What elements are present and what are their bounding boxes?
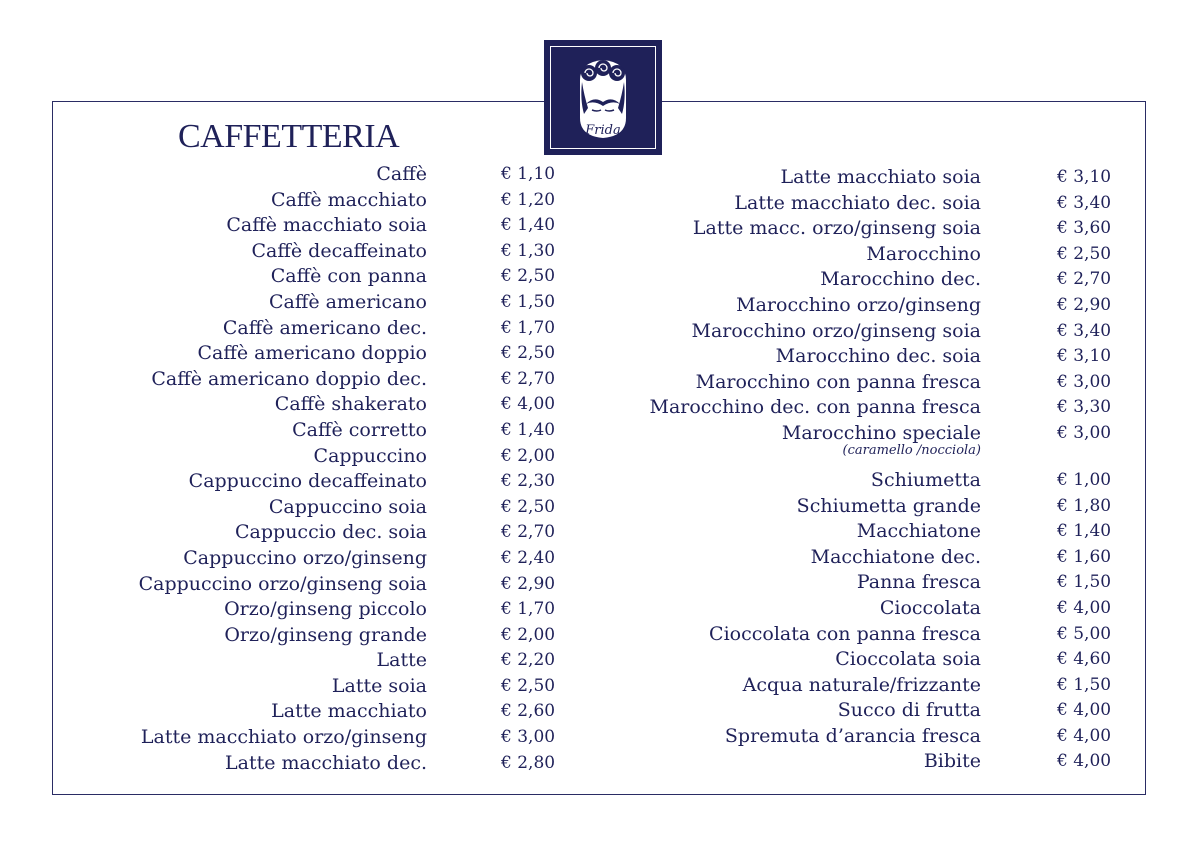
menu-item-price: € 2,50: [501, 343, 556, 364]
menu-item: [100, 623, 560, 649]
menu-item-price: € 1,50: [1057, 572, 1112, 593]
menu-item: [100, 597, 560, 623]
menu-item: [600, 570, 1110, 596]
menu-item-name: Caffè americano doppio dec.: [151, 367, 427, 390]
menu-item: [600, 622, 1110, 648]
menu-item-name: Caffè: [376, 163, 427, 185]
menu-item-price: € 3,60: [1057, 218, 1112, 239]
menu-item-price: € 3,40: [1057, 192, 1112, 213]
menu-item-price: € 1,70: [501, 599, 556, 620]
menu-item-price: € 3,00: [501, 727, 556, 748]
menu-item-price: € 1,50: [501, 291, 556, 312]
menu-item-name: Marocchino con panna fresca: [695, 370, 981, 393]
menu-item: [600, 647, 1110, 673]
menu-item-name: Cappuccino orzo/ginseng: [183, 546, 427, 569]
menu-item-price: € 2,00: [501, 445, 556, 466]
menu-item-price: € 4,00: [1057, 725, 1112, 746]
menu-item-name: Spremuta d’arancia fresca: [724, 724, 981, 747]
menu-item-price: € 2,50: [501, 496, 556, 517]
menu-item: [100, 572, 560, 598]
menu-item-name: Marocchino dec. soia: [775, 345, 981, 368]
frida-logo: [544, 40, 662, 155]
menu-item: [100, 316, 560, 342]
menu-item-name: Cappuccino soia: [268, 495, 427, 518]
menu-item: [100, 469, 560, 495]
menu-item-price: € 2,70: [1057, 269, 1112, 290]
menu-item-name: Caffè decaffeinato: [251, 239, 427, 262]
menu-item-price: € 4,00: [501, 394, 556, 415]
menu-item-name: Marocchino dec.: [820, 268, 981, 291]
menu-item: [600, 421, 1110, 468]
menu-item-price: € 2,50: [501, 675, 556, 696]
menu-item-note: (caramello /nocciola): [842, 442, 981, 458]
right-menu-column: [600, 165, 1110, 775]
menu-item: [100, 418, 560, 444]
menu-item: [600, 319, 1110, 345]
menu-item-price: € 3,40: [1057, 320, 1112, 341]
menu-item-price: € 2,00: [501, 624, 556, 645]
menu-item: [600, 596, 1110, 622]
menu-item-price: € 2,50: [1057, 243, 1112, 264]
menu-item-name: Panna fresca: [856, 571, 981, 594]
menu-item: [600, 395, 1110, 421]
menu-item-name: Cappuccino orzo/ginseng soia: [138, 572, 427, 595]
menu-item-price: € 1,20: [501, 189, 556, 210]
menu-item: [600, 519, 1110, 545]
menu-item-name: Marocchino speciale: [781, 421, 981, 444]
left-menu-column: [100, 162, 560, 776]
menu-item-price: € 5,00: [1057, 623, 1112, 644]
menu-item-price: € 1,60: [1057, 546, 1112, 567]
menu-item-price: € 2,70: [501, 522, 556, 543]
menu-item-price: € 2,70: [501, 368, 556, 389]
menu-item: [100, 239, 560, 265]
menu-item-name: Latte macchiato orzo/ginseng: [140, 726, 427, 749]
menu-item-price: € 3,00: [1057, 422, 1112, 443]
menu-item-name: Latte soia: [331, 674, 427, 697]
menu-item-price: € 1,00: [1057, 469, 1112, 490]
menu-item-name: Macchiatone: [856, 520, 981, 543]
menu-item-name: Marocchino orzo/ginseng: [736, 293, 981, 316]
menu-item-name: Caffè americano: [268, 290, 427, 313]
menu-item: [100, 188, 560, 214]
menu-item: [600, 267, 1110, 293]
menu-item: [600, 344, 1110, 370]
menu-item-name: Caffè shakerato: [274, 393, 427, 416]
menu-item-name: Latte macc. orzo/ginseng soia: [692, 217, 981, 240]
menu-item-price: € 1,10: [501, 164, 556, 184]
menu-item: [100, 213, 560, 239]
menu-item-name: Cioccolata soia: [835, 648, 981, 671]
menu-item-name: Orzo/ginseng grande: [224, 623, 427, 646]
menu-item-name: Cappuccio dec. soia: [235, 521, 427, 544]
menu-item-name: Cappuccino: [313, 444, 427, 467]
menu-item-name: Caffè macchiato soia: [226, 214, 427, 237]
menu-item: [100, 444, 560, 470]
menu-item-name: Caffè americano doppio: [197, 342, 427, 365]
menu-item-price: € 2,40: [501, 547, 556, 568]
menu-item-price: € 2,30: [501, 471, 556, 492]
menu-item-price: € 1,80: [1057, 495, 1112, 516]
menu-item-name: Caffè con panna: [270, 265, 427, 288]
menu-item: [100, 367, 560, 393]
menu-item-name: Marocchino: [866, 242, 981, 265]
menu-item: [600, 293, 1110, 319]
menu-item-name: Acqua naturale/frizzante: [742, 673, 981, 696]
menu-item: [100, 392, 560, 418]
menu-item: [100, 290, 560, 316]
menu-item-name: Schiumetta grande: [796, 494, 981, 517]
menu-item-price: € 3,00: [1057, 371, 1112, 392]
menu-item-name: Caffè americano dec.: [222, 316, 427, 339]
menu-item-price: € 4,00: [1057, 597, 1112, 618]
menu-item-name: Cioccolata con panna fresca: [709, 622, 981, 645]
menu-item-price: € 1,70: [501, 317, 556, 338]
menu-item-name: Succo di frutta: [837, 699, 981, 722]
menu-item-price: € 2,90: [1057, 294, 1112, 315]
frida-face-logo-icon: [544, 40, 662, 155]
menu-item: [600, 370, 1110, 396]
menu-item: [100, 648, 560, 674]
menu-item: [600, 545, 1110, 571]
menu-item: [600, 724, 1110, 750]
menu-item-name: Latte: [376, 649, 427, 672]
menu-item-price: € 2,90: [501, 573, 556, 594]
menu-item: [100, 162, 560, 188]
menu-item-price: € 3,10: [1057, 346, 1112, 367]
menu-item-name: Caffè corretto: [292, 418, 427, 441]
menu-item-price: € 3,10: [1057, 167, 1112, 187]
menu-item-name: Cioccolata: [879, 596, 981, 619]
menu-item: [100, 699, 560, 725]
menu-item-price: € 1,40: [501, 419, 556, 440]
menu-item-price: € 2,50: [501, 266, 556, 287]
menu-item-name: Marocchino dec. con panna fresca: [649, 396, 981, 419]
menu-item-price: € 2,20: [501, 650, 556, 671]
menu-item: [600, 749, 1110, 775]
menu-item-name: Latte macchiato dec.: [225, 751, 427, 774]
menu-item-name: Schiumetta: [870, 468, 981, 491]
menu-item-price: € 1,30: [501, 240, 556, 261]
menu-item: [100, 725, 560, 751]
menu-item: [100, 520, 560, 546]
menu-item: [600, 242, 1110, 268]
logo-text: Frida: [585, 123, 621, 138]
menu-item: [100, 674, 560, 700]
menu-item-price: € 4,60: [1057, 649, 1112, 670]
menu-item-name: Latte macchiato soia: [780, 166, 981, 188]
menu-item: [100, 264, 560, 290]
menu-item: [600, 698, 1110, 724]
menu-item-name: Macchiatone dec.: [810, 545, 981, 568]
menu-item-name: Caffè macchiato: [271, 188, 427, 211]
menu-item-price: € 2,60: [501, 701, 556, 722]
menu-item-name: Marocchino orzo/ginseng soia: [691, 319, 981, 342]
menu-item-name: Latte macchiato: [271, 700, 427, 723]
menu-item: [600, 216, 1110, 242]
menu-item: [600, 673, 1110, 699]
menu-item: [600, 494, 1110, 520]
menu-item-name: Latte macchiato dec. soia: [734, 191, 981, 214]
menu-item: [100, 751, 560, 777]
menu-item: [100, 495, 560, 521]
menu-item-name: Cappuccino decaffeinato: [188, 470, 427, 493]
section-title: CAFFETTERIA: [178, 118, 400, 155]
menu-item-price: € 4,00: [1057, 700, 1112, 721]
menu-item-price: € 1,40: [501, 215, 556, 236]
menu-item-price: € 1,40: [1057, 521, 1112, 542]
menu-item-price: € 2,80: [501, 752, 556, 773]
menu-item: [600, 165, 1110, 191]
menu-item: [600, 191, 1110, 217]
menu-item-price: € 1,50: [1057, 674, 1112, 695]
menu-item-name: Orzo/ginseng piccolo: [224, 598, 427, 621]
menu-item-name: Bibite: [923, 750, 981, 773]
menu-item-price: € 3,30: [1057, 397, 1112, 418]
menu-item-price: € 4,00: [1057, 751, 1112, 772]
menu-item: [600, 468, 1110, 494]
menu-item: [100, 341, 560, 367]
menu-item: [100, 546, 560, 572]
